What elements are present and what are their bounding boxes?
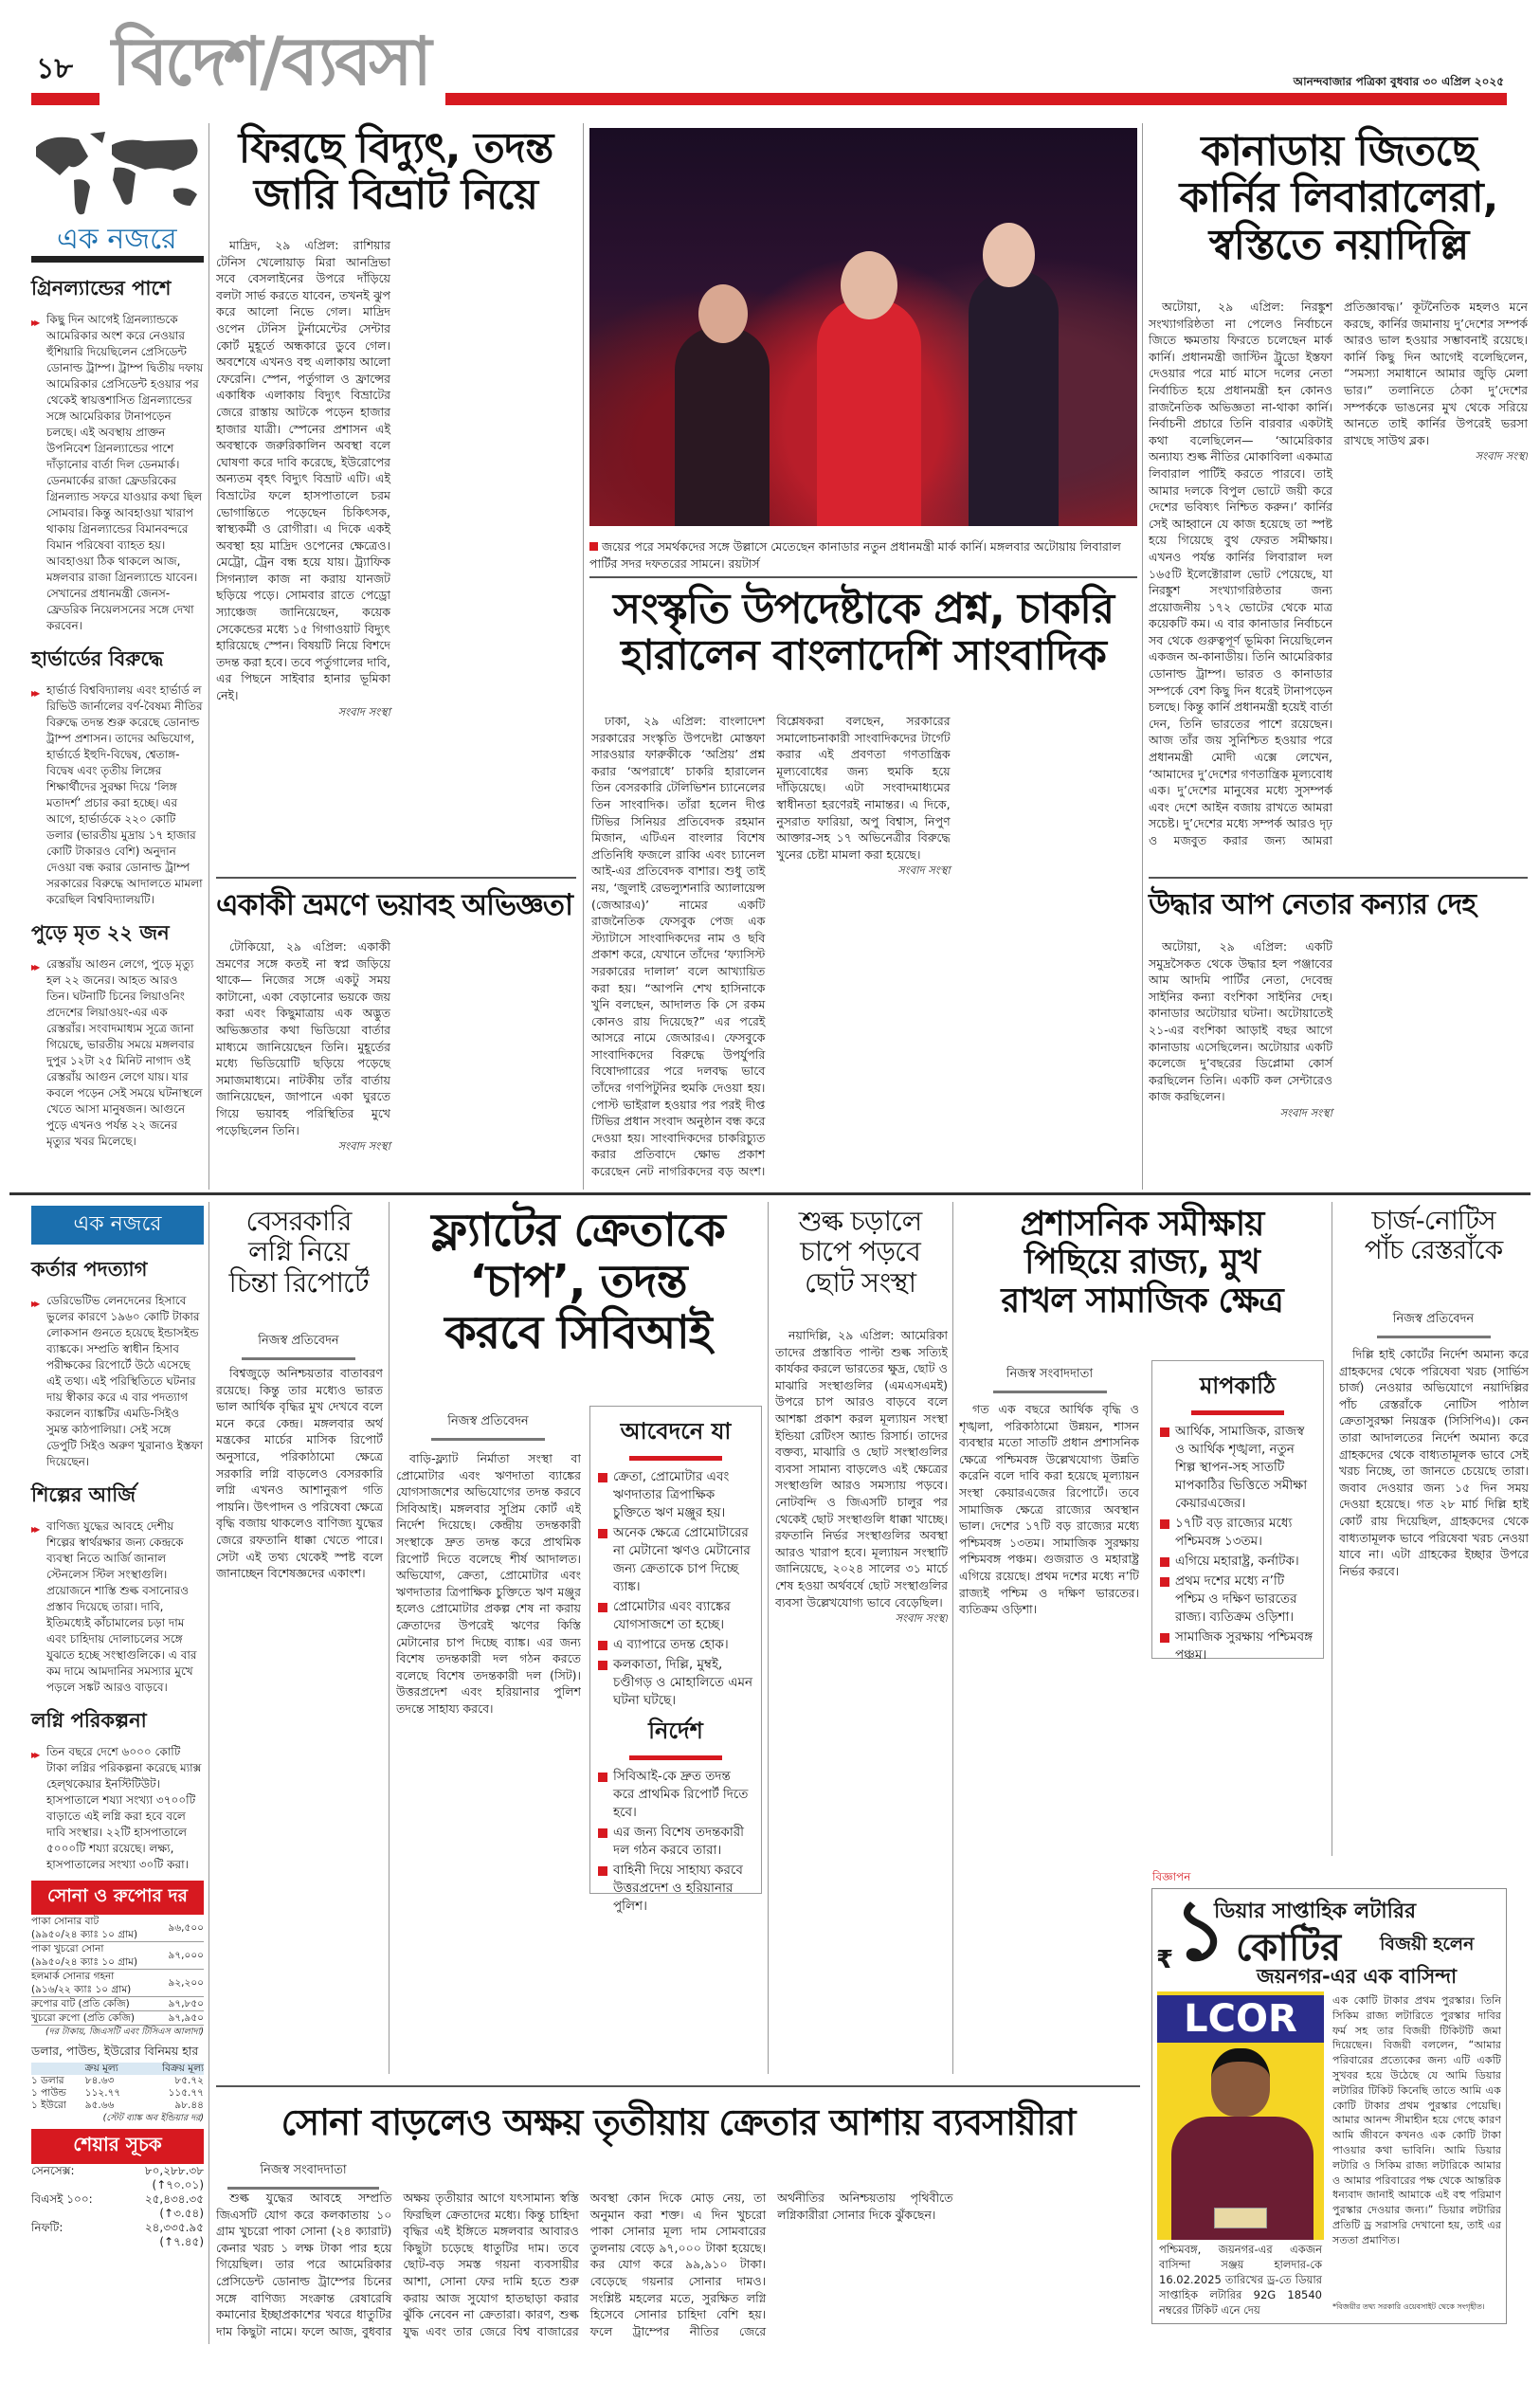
index-row	[31, 2221, 204, 2235]
price: ৯৭,০০০	[168, 1950, 204, 1961]
box-title: মাপকাঠি	[1199, 1373, 1277, 1399]
byline: নিজস্ব সংবাদদাতা	[227, 2161, 379, 2190]
credit: সংবাদ সংস্থা	[1279, 1105, 1332, 1119]
list-item: এর জন্য বিশেষ তদন্তকারী দল গঠন করবে তারা।	[598, 1824, 753, 1860]
ad-line2: কোটির	[1236, 1926, 1342, 1970]
charge-headline	[1336, 1206, 1531, 1265]
index-name: সেনসেক্স:	[31, 2164, 75, 2177]
aap-body	[1149, 938, 1528, 1185]
sell: ৯৮.৪৪	[174, 2100, 204, 2111]
spain-body	[216, 237, 576, 863]
table-row	[31, 1915, 204, 1942]
article-text: বিশ্বজুড়ে অনিশ্চয়তার বাতাবরণ রয়েছে। কিন্তু তার মধ্যেও ভারত ভাল আর্থিক বৃদ্ধির মুখ দেখবে বলে মনে করে কেন্দ্র। মঙ্গলবার অর্থ মন্ত্রকের মার্চের মাসিক রিপোর্ট অনুসারে, পরিকাঠামো ক্ষেত্রে সরকারি লগ্নি বাড়লেও বেসরকারি লগ্নি এখনও আশানুরূপ গতি পায়নি। উৎপাদন ও পরিষেবা ক্ষেত্রে বৃদ্ধি বজায় থাকলেও বাণিজ্য যুদ্ধের জেরে রফতানি ধাক্কা খেতে পারে। সেটা এই তথ্য থেকেই স্পষ্ট বলে জানাচ্ছেন বিশেষজ্ঞদের একাংশ।	[216, 1366, 383, 1581]
list-item: এগিয়ে মহারাষ্ট্র, কর্নাটক।	[1160, 1553, 1315, 1571]
box-title: আবেদনে যা	[620, 1418, 732, 1445]
table-header	[31, 2063, 204, 2075]
headline-line: ছোট সংস্থা	[804, 1265, 915, 1299]
date: বুধবার ৩০ এপ্রিল ২০২৫	[1390, 75, 1504, 88]
headline-line: প্রশাসনিক সমীক্ষায়	[1020, 1205, 1264, 1244]
charge-byline	[1336, 1310, 1531, 1338]
headline-line: কার্নির লিবারালেরা,	[1179, 173, 1498, 223]
price: ৯৬,৫০০	[168, 1922, 204, 1934]
brief-harvard	[31, 644, 204, 908]
brief-investment	[31, 1705, 204, 1873]
index-value: ২৪,৩৩৫.৯৫	[144, 2221, 204, 2234]
box-underline	[1191, 1410, 1284, 1415]
brief-industry	[31, 1480, 204, 1696]
item: খুচরো রুপো (প্রতি কেজি)	[31, 2012, 135, 2024]
gold-note: (দর টাকায়, জিএসটি এবং টিসিএস আলাদা)	[45, 2027, 204, 2037]
credit: সংবাদ সংস্থা	[337, 1139, 390, 1154]
buy: ৯৫.৬৬	[84, 2100, 115, 2111]
bangladesh-body	[591, 713, 1135, 1187]
list-item: ক্রেতা, প্রোমোটার এবং ঋণদাতার ত্রিপাক্ষিক চুক্তিতে ঋণ মঞ্জুর হয়।	[598, 1468, 753, 1522]
solo-headline: একাকী ভ্রমণে ভয়াবহ অভিজ্ঞতা	[216, 888, 573, 922]
table-row	[31, 2100, 204, 2112]
article-text: দিল্লি হাই কোর্টের নির্দেশ অমান্য করে গ্রাহকদের থেকে পরিষেবা খরচ (সার্ভিস চার্জ) নেওয়ার অভিযোগে নয়াদিল্লির পাঁচ রেস্তরাঁকে নোটিস পাঠাল ক্রেতাসুরক্ষা নিয়ন্ত্রক (সিসিপিএ)। কেন তারা আদালতের নির্দেশ অমান্য করে গ্রাহকদের থেকে বাধ্যতামূলক ভাবে সেই খরচ নিচ্ছে, তা জানতে চেয়েছে তারা। জবাব দেওয়ার জন্য ১৫ দিন সময় দেওয়া হয়েছে। গত ২৮ মার্চ দিল্লি হাই কোর্ট রায় দিয়েছিল, গ্রাহকদের থেকে বাধ্যতামূলক ভাবে পরিষেবা খরচ নেওয়া যাবে না। এটা গ্রাহকের ইচ্ছার উপরে নির্ভর করবে।	[1339, 1347, 1529, 1578]
index-name: বিএসই ১০০:	[31, 2192, 93, 2206]
flat-body	[396, 1450, 581, 2076]
brief-title: হার্ভার্ডের বিরুদ্ধে	[31, 647, 164, 670]
header-bar-right	[445, 93, 1507, 105]
article-text: টোকিয়ো, ২৯ এপ্রিল: একাকী ভ্রমণের সঙ্গে কতই না স্বপ্ন জড়িয়ে থাকে— নিজের সঙ্গে একটু সময় কাটানো, একা বেড়ানোর ভয়কে জয় করা এবং কিছুমাত্রায় এক অদ্ভুত অভিজ্ঞতার কথা ভিডিয়ো বার্তার মাধ্যমে জানিয়েছেন তিনি। মুহূর্তের মধ্যে ভিডিয়োটি ছড়িয়ে পড়েছে সমাজমাধ্যমে। নাটকীয় তাঁর বার্তায় জানিয়েছেন, জাপানে একা ঘুরতে গিয়ে ভয়াবহ পরিস্থিতির মুখে পড়েছিলেন তিনি।	[216, 939, 390, 1137]
index-value: ৮০,২৮৮.৩৮	[144, 2164, 204, 2177]
private-invest-headline	[213, 1206, 384, 1298]
divider	[216, 2085, 1140, 2087]
price: ৯৭,৯৫০	[168, 2012, 204, 2024]
tariff-headline	[772, 1206, 948, 1298]
photo-caption	[589, 538, 1137, 573]
sell: ৮৫.৭২	[174, 2075, 204, 2086]
ek-nazare-label: এক নজরে	[57, 223, 177, 256]
rupee-icon: ₹	[1156, 1946, 1174, 1974]
ad-footnote: *বিজয়ীর তথ্য সরকারি ওয়েবসাইট থেকে সংগৃহীত।	[1332, 2302, 1485, 2311]
winner-head	[1211, 2048, 1270, 2117]
list-item: অনেক ক্ষেত্রে প্রোমোটারের না মেটানো ঋণও মেটানোর জন্য ক্রেতাকে চাপ দিচ্ছে ব্যাঙ্ক।	[598, 1524, 753, 1596]
divider	[216, 877, 576, 879]
article-text: নয়াদিল্লি, ২৯ এপ্রিল: আমেরিকা তাদের প্রস্তাবিত পাল্টা শুল্ক সত্যিই কার্যকর করলে ভারতের ক্ষুদ্র, ছোট ও মাঝারি সংস্থাগুলির (এমএসএমই) উপরে চাপ আরও বাড়বে বলে আশঙ্কা প্রকাশ করল মূল্যায়ন সংস্থা ইন্ডিয়া রেটিংস অ্যান্ড রিসার্চ। তাদের বক্তব্য, মাঝারি ও ছোট সংস্থাগুলির ব্যবসা সামান্য বাড়লেও এই ক্ষেত্রের সংস্থাগুলি আরও সমস্যায় পড়বে। নোটবন্দি ও জিএসটি চালুর পর থেকেই ছোট সংস্থাগুলি ধাক্কা খাচ্ছে। রফতানি নির্ভর সংস্থাগুলির অবস্থা আরও খারাপ হবে। মূল্যায়ন সংস্থাটি জানিয়েছে, ২০২৪ সালের ৩১ মার্চে শেষ হওয়া অর্থবর্ষে ছোট সংস্থাগুলির ব্যবসা উল্লেখযোগ্য ভাবে বেড়েছিল।	[775, 1328, 948, 1609]
aap-headline: উদ্ধার আপ নেতার কন্যার দেহ	[1149, 888, 1476, 921]
ad-line3: বিজয়ী হলেন	[1380, 1934, 1475, 1955]
bottom-left-column	[31, 1206, 204, 2249]
list-item: আর্থিক, সামাজিক, রাজস্ব ও আর্থিক শৃঙ্খলা, নতুন শিল্প স্থাপন-সহ সাতটি মাপকাঠির ভিত্তিতে সমীক্ষা কেয়ারএজের।	[1160, 1423, 1315, 1513]
credit: সংবাদ সংস্থা	[1475, 449, 1528, 464]
headline-line: রাখল সামাজিক ক্ষেত্র	[1001, 1281, 1283, 1320]
person-silhouette	[817, 299, 921, 526]
masthead: আনন্দবাজার পত্রিকা	[1293, 75, 1386, 88]
col-header: বিক্রয় মূল্য	[162, 2063, 204, 2074]
change-value: ৭.৪৫	[173, 2235, 200, 2248]
item: পাকা খুচরো সোনা	[31, 1943, 104, 1955]
credit: সংবাদ সংস্থা	[337, 704, 390, 718]
divider	[31, 256, 204, 263]
index-row	[31, 2164, 204, 2178]
buy: ৮৪.৬৩	[84, 2075, 115, 2086]
spain-headline	[213, 125, 578, 219]
yardstick-box	[1151, 1360, 1324, 1663]
up-arrow-icon: ↑	[164, 2235, 174, 2248]
lottery-ad	[1151, 1882, 1507, 2324]
table-row	[31, 1997, 204, 2011]
caption-text: জয়ের পরে সমর্থকদের সঙ্গে উল্লাসে মেতেছেন কানাডার নতুন প্রধানমন্ত্রী মার্ক কার্নি। মঙ্গলবার অটোয়ায় লিবারাল পার্টির সদর দফতরের সামনে। রয়টার্স	[589, 539, 1121, 571]
ad-label: বিজ্ঞাপন	[1152, 1869, 1190, 1889]
column-rule	[208, 123, 209, 1190]
brief-resignation	[31, 1254, 204, 1470]
brief-title: শিল্পের আর্জি	[31, 1483, 136, 1506]
headline-line: সংস্কৃতি উপদেষ্টাকে প্রশ্ন, চাকরি	[612, 585, 1114, 633]
winner-caption: পশ্চিমবঙ্গ, জয়নগর-এর একজন বাসিন্দা সঞ্জয় হালদার-কে 16.02.2025 তারিখের ড্র-তে ডিয়ার সাপ্তাহিক লটারির 92G 18540 নম্বরের টিকিট এনে দেয়	[1159, 2243, 1322, 2317]
tariff-body	[775, 1327, 948, 2076]
list-item: সামাজিক সুরক্ষায় পশ্চিমবঙ্গ পঞ্চম।	[1160, 1628, 1315, 1664]
index-value: ২৫,৪৩৪.৩৫	[144, 2192, 204, 2206]
gold-rate-table	[31, 1915, 204, 2026]
carney-celebration-photo	[589, 128, 1137, 526]
article-text: ঢাকা, ২৯ এপ্রিল: বাংলাদেশ সরকারের সংস্কৃতি উপদেষ্টা মোস্তফা সারওয়ার ফারুকীকে ‘অপ্রিয়’ প্রশ্ন করার ‘অপরাধে’ চাকরি হারালেন তিন বেসরকারি টেলিভিশন চ্যানেলের তিন সাংবাদিক। তাঁরা হলেন দীপ্ত টিভির সিনিয়র প্রতিবেদক রহমান মিজান, এটিএন বাংলার বিশেষ প্রতিনিধি ফজলে রাব্বি এবং চ্যানেল আই-এর প্রতিবেদক বাশার। শুধু তাই নয়, ‘জুলাই রেভল্যুশনারি অ্যালায়েন্স (জেআরএ)’ নামের একটি রাজনৈতিক ফেসবুক পেজ এক স্ট্যাটাসে সাংবাদিকদের নাম ও ছবি প্রকাশ করে, যেখানে তাঁদের ‘ফ্যাসিস্ট সরকারের দালাল’ বলে আখ্যায়িত করা হয়। “আপনি শেখ হাসিনাকে খুনি বলছেন, আদালত কি সে রকম কোনও রায় দিয়েছে?” এর পরেই আসরে নামে জেআরএ। ফেসবুকে সাংবাদিকদের বিরুদ্ধে উপর্যুপরি বিষোদ্গারের পরে দলবদ্ধ ভাবে তাঁদের গণপিটুনির হুমকি দেওয়া হয়। পোস্ট ভাইরাল হওয়ার পর পরই দীপ্ত টিভির প্রধান সংবাদ অনুষ্ঠান বন্ধ করে দেওয়া হয়। সাংবাদিকদের চাকরিচ্যুত করার প্রতিবাদে ক্ষোভ প্রকাশ করেছেন নেট নাগরিকদের বড় অংশ। বিশ্লেষকরা বলছেন, সরকারের সমালোচনাকারী সাংবাদিকদের টার্গেট করার এই প্রবণতা গণতান্ত্রিক মূল্যবোধের জন্য হুমকি হয়ে দাঁড়িয়েছে। এটা সংবাদমাধ্যমের স্বাধীনতা হরণেরই নামান্তর। এ দিকে, নুসরাত ফারিয়া, অপু বিশ্বাস, নিপুণ আক্তার-সহ ১৭ অভিনেত্রীর বিরুদ্ধে খুনের চেষ্টা মামলা করা হয়েছে।	[591, 714, 951, 1179]
list-item: প্রথম দশের মধ্যে ন’টি পশ্চিম ও দক্ষিণ ভারতের রাজ্য। ব্যতিক্রম ওড়িশা।	[1160, 1573, 1315, 1627]
admin-body	[959, 1401, 1139, 2074]
brief-title: পুড়ে মৃত ২২ জন	[31, 921, 170, 944]
article-text: শুল্ক যুদ্ধের আবহে সম্প্রতি জিএসটি যোগ করে কলকাতায় ১০ গ্রাম খুচরো পাকা সোনা (২৪ ক্যারাট) কেনার খরচ ১ লক্ষ টাকা পার হয়ে গিয়েছিল। তার পরে আমেরিকার প্রেসিডেন্ট ডোনাল্ড ট্রাম্পের চিনের সঙ্গে বাণিজ্য সংক্রান্ত রেষারেষি কমানোর ইচ্ছাপ্রকাশের খবরে ধাতুটির দাম কিছুটা নামে। ফলে আজ, বুধবার অক্ষয় তৃতীয়ার আগে যৎসামান্য স্বস্তি ফিরছিল ক্রেতাদের মধ্যে। কিন্তু চাহিদা বৃদ্ধির এই ইঙ্গিতে মঙ্গলবার আবারও কিছুটা চড়েছে ধাতুটির দাম। তবে ছোট-বড় সমস্ত গয়না ব্যবসায়ীর আশা, সোনা ফের দামি হতে শুরু করায় আজ সুযোগ হাতছাড়া করার ঝুঁকি নেবেন না ক্রেতারা। কারণ, শুল্ক যুদ্ধ এবং তার জেরে বিশ্ব বাজারের অবস্থা কোন দিকে মোড় নেয়, তা অনুমান করা শক্ত। এ দিন খুচরো পাকা সোনার মূল্য দাম সোমবারের তুলনায় বেড়ে ৯৭,০০০ টাকা হয়েছে। কর যোগ করে ৯৯,৯১০ টাকা। বেড়েছে গয়নার সোনার দামও। সংশ্লিষ্ট মহলের মতে, সুরক্ষিত লগ্নি হিসেবে সোনার চাহিদা বেশি হয়। ফলে ট্রাম্পের নীতির জেরে অর্থনীতির অনিশ্চয়তায় পৃথিবীতে লগ্নিকারীরা সোনার দিকে ঝুঁকছেন।	[216, 2191, 953, 2338]
table-row	[31, 1970, 204, 1997]
price: ৯২,২০০	[168, 1977, 204, 1989]
headline-line: লগ্নি নিয়ে	[248, 1235, 349, 1268]
share-index-banner: শেয়ার সূচক	[31, 2129, 204, 2164]
dateline	[1294, 74, 1504, 93]
brief-title: কর্তার পদত্যাগ	[31, 1258, 148, 1281]
charge-body	[1339, 1346, 1529, 1848]
section-title: বিদেশ/ব্যবসা	[112, 23, 429, 100]
column-rule	[583, 123, 584, 1190]
column-rule	[1142, 123, 1143, 1190]
headline-line: করবে সিবিআই	[444, 1305, 712, 1359]
article-text: অটোয়া, ২৯ এপ্রিল: একটি সমুদ্রসৈকত থেকে উদ্ধার হল পঞ্জাবের আম আদমি পার্টির নেতা, দেবেন্দ্র সাইনির কন্যা বংশিকা সাইনির দেহ। কানাডার অটোয়ার ঘটনা। অটোয়াতেই ২১-এর বংশিকা আড়াই বছর আগে কানাডায় এসেছিলেন। অটোয়ার একটি কলেজে দু’বছরের ডিপ্লোমা কোর্স করছিলেন তিনি। একটি কল সেন্টারেও কাজ করছিলেন।	[1149, 939, 1332, 1104]
table-row	[31, 2011, 204, 2026]
brief-text: ▶▶ রেস্তরাঁয় আগুন লেগে, পুড়ে মৃত্যু হল ২২ জনের। আহত আরও তিন। ঘটনাটি চিনের লিয়াওনিং প্রদেশের লিয়াওয়ং-এর এক রেস্তরাঁর। সংবাদমাধ্যম সূত্রে জানা গিয়েছে, ভারতীয় সময়ে মঙ্গলবার দুপুর ১২টা ২৫ মিনিট নাগাদ ওই রেস্তরাঁয় আগুন লেগে যায়। যার কবলে পড়েন সেই সময়ে ঘটনাস্থলে খেতে আসা মানুষজন। আগুনে পুড়ে এখনও পর্যন্ত ২২ জনের মৃত্যুর খবর মিলেছে।	[31, 956, 204, 1150]
up-arrow-icon: ↑	[156, 2178, 167, 2191]
item: হলমার্ক সোনার গহনা	[31, 1971, 115, 1982]
forex-table	[31, 2063, 204, 2112]
change-value: ৭০.০১	[166, 2178, 200, 2191]
currency: ১ ইউরো	[31, 2100, 66, 2111]
world-map-icon	[31, 128, 207, 223]
header-bar-left	[31, 93, 100, 105]
admin-byline	[957, 1365, 1142, 1393]
page-number: ১৮	[36, 52, 73, 85]
credit: সংবাদ সংস্থা	[897, 864, 951, 878]
headline-line: পিছিয়ে রাজ্য, মুখ	[1024, 1243, 1259, 1282]
person-silhouette	[969, 270, 1059, 526]
index-name: নিফটি:	[31, 2221, 63, 2234]
table-row	[31, 1942, 204, 1970]
solo-body	[216, 938, 576, 1185]
headline-line: চার্জ-নোটিস	[1371, 1205, 1495, 1236]
headline-line: ‘চাপ’, তদন্ত	[469, 1254, 687, 1308]
article-text: গত এক বছরে আর্থিক বৃদ্ধি ও শৃঙ্খলা, পরিকাঠামো উন্নয়ন, শাসন ব্যবস্থার মতো সাতটি প্রধান প্রশাসনিক ক্ষেত্রে পশ্চিমবঙ্গ উল্লেখযোগ্য উন্নতি করেনি বলে দাবি করা হয়েছে মূল্যায়ন সংস্থা কেয়ারএজের রিপোর্টে। তবে সামাজিক ক্ষেত্রে রাজ্যের অবস্থান ভাল। দেশের ১৭টি বড় রাজ্যের মধ্যে পশ্চিমবঙ্গ ১৩তম। সামাজিক সুরক্ষায় পশ্চিমবঙ্গ পঞ্চম। গুজরাত ও মহারাষ্ট্র এগিয়ে রয়েছে। প্রথম দশের মধ্যে ন’টি রাজ্যই পশ্চিম ও দক্ষিণ ভারতের। ব্যতিক্রম ওড়িশা।	[959, 1402, 1139, 1617]
column-rule	[768, 1202, 769, 2074]
byline: নিজস্ব প্রতিবেদন	[1377, 1310, 1491, 1338]
brief-title: গ্রিনল্যান্ডের পাশে	[31, 277, 172, 300]
credit: সংবাদ সংস্থা	[895, 1611, 948, 1626]
gold-story-headline: সোনা বাড়লেও অক্ষয় তৃতীয়ায় ক্রেতার আশায় ব্যবসায়ীরা	[281, 2101, 1076, 2143]
column-rule	[208, 1202, 209, 2344]
person-silhouette	[675, 327, 770, 526]
private-invest-byline	[213, 1332, 384, 1360]
article-text: মাদ্রিদ, ২৯ এপ্রিল: রাশিয়ার টেনিস খেলোয়াড় মিরা আনদ্রিভা সবে বেসলাইনের উপরে দাঁড়িয়ে বলটা সার্ভ করতে যাবেন, তখনই ঝুপ করে আলো নিভে গেল। মাদ্রিদ ওপেন টেনিস টুর্নামেন্টের সেন্টার কোর্ট মুহূর্তে অন্ধকারে ডুবে গেল। অবশেষে এখনও বহু এলাকায় আলো ফেরেনি। স্পেন, পর্তুগাল ও ফ্রান্সের একাধিক এলাকায় বিদ্যুৎ বিভ্রাটের জেরে রাস্তায় আটকে পড়েন হাজার হাজার যাত্রী। স্পেনের প্রশাসন এই অবস্থাকে জরুরিকালিন অবস্থা বলে ঘোষণা করে দাবি করেছে, ইউরোপের অন্যতম বৃহৎ বিদ্যুৎ বিভ্রাট এটি। এই বিভ্রাটের ফলে হাসপাতালে চরম ভোগান্তিতে পড়েছেন চিকিৎসক, স্বাস্থ্যকর্মী ও রোগীরা। এ দিকে একই অবস্থা হয় মাদ্রিদ ওপেনের ক্ষেত্রেও। মেট্রো, ট্রেন বন্ধ হয়ে যায়। ট্র্যাফিক সিগন্যাল কাজ না করায় যানজট ছড়িয়ে পড়ে। সোমবার রাতে পেড্রো স্যাঞ্চেজ জানিয়েছেন, কয়েক সেকেন্ডের মধ্যে ১৫ গিগাওয়াট বিদ্যুৎ হারিয়েছে স্পেন। বিষয়টি নিয়ে বিশদে তদন্ত করা হবে। তবে পর্তুগালের দাবি, এর পিছনে সাইবার হানার ভূমিকা নেই।	[216, 238, 390, 703]
price: ৯৭,৮৫০	[168, 1998, 204, 2009]
column-rule	[952, 1202, 953, 2074]
photo-banner-text: LCOR	[1157, 1995, 1324, 2043]
brief-text: ▶▶ তিন বছরে দেশে ৬০০০ কোটি টাকা লগ্নির পরিকল্পনা করেছে ম্যাক্স হেল্‌থকেয়ার ইনস্টিটিউট। হাসপাতালে শয্যা সংখ্যা ৩৭০০টি বাড়াতে এই লগ্নি করা হবে বলে দাবি সংস্থার। ২২টি হাসপাতালে ৫০০০টি শয্যা রয়েছে। লক্ষ্য, হাসপাতালের সংখ্যা ৩০টি করা।	[31, 1744, 204, 1873]
gold-story-byline	[227, 2161, 379, 2190]
private-invest-body	[216, 1365, 383, 2076]
headline-line: স্বস্তিতে নয়াদিল্লি	[1208, 220, 1469, 269]
headline-line: চিন্তা রিপোর্টে	[228, 1265, 369, 1299]
headline-line: শুল্ক চড়ালে	[798, 1205, 922, 1237]
headline-line: হারালেন বাংলাদেশি সাংবাদিক	[621, 631, 1106, 681]
box-underline	[629, 1755, 722, 1760]
list-item: প্রোমোটার এবং ব্যাঙ্কের যোগসাজশে তা হচ্ছে।	[598, 1598, 753, 1634]
brief-text: ▶▶ বাণিজ্য যুদ্ধের আবহে দেশীয় শিল্পের স্বার্থরক্ষার জন্য কেন্দ্রকে ব্যবস্থা নিতে আর্জি জানাল স্টেনলেস স্টিল সংস্থাগুলি। প্রয়োজনে শাস্তি শুল্ক বসানোরও প্রস্তাব দিয়েছে তারা। দাবি, ইতিমধ্যেই কাঁচামালের চড়া দাম এবং চাহিদায় দোলাচলের সঙ্গে যুঝতে হচ্ছে সংস্থাগুলিকে। এ বার কম দামে আমদানির সমস্যার মুখে পড়লে সঙ্কট আরও বাড়বে।	[31, 1518, 204, 1696]
spec: (৯৯৫০/২৪ ক্যাঃ ১০ গ্রাম)	[31, 1956, 138, 1968]
winner-photo	[1157, 1991, 1324, 2240]
article-text: বাড়ি-ফ্ল্যাট নির্মাতা সংস্থা বা প্রোমোটার এবং ঋণদাতা ব্যাঙ্কের যোগসাজশের অভিযোগের তদন্ত করবে সিবিআই। মঙ্গলবার সুপ্রিম কোর্ট এই নির্দেশ দিয়েছে। কেন্দ্রীয় তদন্তকারী সংস্থাকে দ্রুত তদন্ত করে প্রাথমিক রিপোর্ট দিতে বলেছে শীর্ষ আদালত। অভিযোগ, ক্রেতা, প্রোমোটার এবং ঋণদাতার ত্রিপাক্ষিক চুক্তিতে ঋণ মঞ্জুর হলেও প্রোমোটার প্রকল্প শেষ না করায় ক্রেতাদের উপরেই ঋণের কিস্তি মেটানোর চাপ দিচ্ছে ব্যাঙ্ক। এর জন্য বিশেষ তদন্তকারী দল গঠন করতে বলেছে বিশেষ তদন্তকারী দল (সিট)। উত্তরপ্রদেশ এবং হরিয়ানার পুলিশ তদন্তে সাহায্য করবে।	[396, 1451, 581, 1716]
byline: নিজস্ব প্রতিবেদন	[242, 1332, 355, 1360]
buy: ১১২.৭৭	[84, 2087, 121, 2099]
currency: ১ পাউন্ড	[31, 2087, 66, 2099]
flat-demands-box	[589, 1406, 762, 1914]
table-row	[31, 2087, 204, 2100]
column-rule	[389, 1202, 390, 2074]
ad-body: এক কোটি টাকার প্রথম পুরস্কার। তিনি সিকিম রাজ্য লটারিতে পুরস্কার দাবির ফর্ম সহ তার বিজয়ী টিকিটটি জমা দিয়েছেন। বিজয়ী বললেন, “আমার পরিবারের প্রত্যেকের জন্য এটি একটি সুখবর হয়ে উঠেছে যে আমি ডিয়ার লটারির টিকিট কিনেছি তাতে আমি এক কোটি টাকার প্রথম পুরস্কার পেয়েছি। আমার আনন্দ সীমাহীন হয়ে গেছে কারণ আমি জীবনে কখনও এক কোটি টাকা পাওয়ার কথা ভাবিনি। আমি ডিয়ার লটারি ও সিকিম রাজ্য লটারিকে আমার ও আমার পরিবারের পক্ষ থেকে আন্তরিক ধন্যবাদ জানাই আমাকে এই বহু পরিমাণ পুরস্কার দেওয়ার জন্য।” ডিয়ার লটারির প্রতিটি ড্র সরাসরি দেখানো হয়, তাই এর সততা প্রমাণিত।	[1332, 1994, 1501, 2246]
list-item: সিবিআই-কে দ্রুত তদন্ত করে প্রাথমিক রিপোর্ট দিতে হবে।	[598, 1768, 753, 1822]
gold-story-body	[216, 2190, 1140, 2341]
admin-headline	[957, 1206, 1327, 1320]
section-divider	[9, 1192, 1531, 1195]
byline: নিজস্ব প্রতিবেদন	[431, 1412, 545, 1441]
table-row	[31, 2075, 204, 2087]
ad-line1: ডিয়ার সাপ্তাহিক লটারির	[1214, 1900, 1417, 1923]
canada-body	[1149, 299, 1528, 863]
top-briefs	[31, 264, 204, 1150]
yardstick-list	[1160, 1423, 1315, 1664]
headline-line: ফ্ল্যাটের ক্রেতাকে	[431, 1204, 725, 1257]
brief-title: লগ্নি পরিকল্পনা	[31, 1709, 147, 1732]
lottery-ticket	[1214, 2208, 1267, 2228]
brief-text: ▶▶ হার্ভার্ড বিশ্ববিদ্যালয় এবং হার্ভার্ড ল রিভিউ জার্নালের বর্ণ-বৈষম্য নীতির বিরুদ্ধে তদন্ত শুরু করেছে ডোনাল্ড ট্রাম্প প্রশাসন। তাদের অভিযোগ, হার্ভার্ডে ইহুদি-বিদ্বেষ, শ্বেতাঙ্গ-বিদ্বেষ এবং তৃতীয় লিঙ্গের শিক্ষার্থীদের সুরক্ষা দিয়ে ‘লিঙ্গ মতাদর্শ’ প্রচার করা হচ্ছে। এর আগে, হার্ভার্ডকে ২২০ কোটি ডলার (ভারতীয় মুদ্রায় ১৭ হাজার কোটি টাকারও বেশি) অনুদান দেওয়া বন্ধ করার ডোনাল্ড ট্রাম্প সরকারের বিরুদ্ধে আদালতে মামলা করেছিল বিশ্ববিদ্যালয়টি।	[31, 682, 204, 908]
list-item: বাহিনী দিয়ে সাহায্য করবে উত্তরপ্রদেশ ও হরিয়ানার পুলিশ।	[598, 1862, 753, 1916]
forex-note: (স্টেট ব্যাঙ্ক অব ইন্ডিয়ার দর)	[102, 2113, 204, 2123]
demands-list	[598, 1468, 753, 1710]
headline-line: পাঁচ রেস্তরাঁকে	[1364, 1234, 1503, 1266]
list-item: ১৭টি বড় রাজ্যের মধ্যে পশ্চিমবঙ্গ ১৩তম।	[1160, 1515, 1315, 1551]
box-title: নির্দেশ	[648, 1718, 703, 1744]
up-arrow-icon: ↑	[164, 2207, 174, 2220]
person-head	[698, 284, 748, 343]
big-number: ১	[1173, 1882, 1228, 1979]
ad-line4: জয়নগর-এর এক বাসিন্দা	[1257, 1965, 1458, 1988]
item: পাকা সোনার বাট	[31, 1916, 100, 1927]
headline-line: বেসরকারি	[245, 1205, 352, 1237]
flat-headline	[393, 1206, 763, 1358]
person-head	[983, 223, 1035, 287]
canada-headline	[1147, 128, 1531, 268]
change-value: ৩.৫৪	[173, 2207, 200, 2220]
index-row	[31, 2192, 204, 2207]
brief-fire	[31, 918, 204, 1150]
flat-byline	[393, 1412, 583, 1441]
spec: (৯৯৫০/২৪ ক্যাঃ ১০ গ্রাম)	[31, 1929, 138, 1940]
ek-nazare-banner: এক নজরে	[31, 1206, 204, 1245]
divider	[589, 576, 1137, 578]
index-change: (↑৭০.০১)	[152, 2178, 204, 2191]
spec: (৯১৬/২২ ক্যাঃ ১০ গ্রাম)	[31, 1984, 132, 1995]
caption-marker	[589, 542, 598, 551]
list-item: কলকাতা, দিল্লি, মুম্বই, চণ্ডীগড় ও মোহালিতে এমন ঘটনা ঘটছে।	[598, 1656, 753, 1710]
box-underline	[629, 1456, 722, 1461]
headline-line: কানাডায় জিতছে	[1201, 127, 1477, 175]
list-item: এ ব্যাপারে তদন্ত হোক।	[598, 1636, 753, 1654]
brief-text: ▶▶ কিছু দিন আগেই গ্রিনল্যান্ডকে আমেরিকার অংশ করে নেওয়ার হুঁশিয়ারি দিয়েছিলেন প্রেসিডেন্ট ডোনাল্ড ট্রাম্প। ট্রাম্প দ্বিতীয় দফায় আমেরিকার প্রেসিডেন্ট হওয়ার পর থেকেই স্বায়ত্তশাসিত গ্রিনল্যান্ডের সঙ্গে আমেরিকার টানাপড়েন চলছে। এই অবস্থায় প্রাক্তন উপনিবেশ গ্রিনল্যান্ডের পাশে দাঁড়ানোর বার্তা দিল ডেনমার্ক। ডেনমার্কের রাজা ফ্রেডরিকের গ্রিনল্যান্ড সফরে যাওয়ার কথা ছিল সোমবার। কিন্তু আবহাওয়া খারাপ থাকায় গ্রিনল্যান্ডের বিমানবন্দরে বিমান পরিষেবা ব্যাহত হয়। আবহাওয়া ঠিক থাকলে আজ, মঙ্গলবার রাজা গ্রিনল্যান্ডে যাবেন। সেখানের প্রধানমন্ত্রী জেনস-ফ্রেডরিক নিয়েলসনের সঙ্গে দেখা করবেন।	[31, 312, 204, 634]
forex-title: ডলার, পাউন্ড, ইউরোর বিনিময় হার	[31, 2044, 199, 2058]
index-change: (↑৩.৫৪)	[159, 2207, 204, 2220]
sell: ১১৫.৭৭	[168, 2087, 204, 2099]
share-index-list	[31, 2164, 204, 2249]
byline: নিজস্ব সংবাদদাতা	[993, 1365, 1107, 1393]
currency: ১ ডলার	[31, 2075, 64, 2086]
person-head	[841, 251, 897, 319]
col-header: ক্রয় মূল্য	[84, 2063, 118, 2074]
headline-line: ফিরছে বিদ্যুৎ, তদন্ত	[238, 124, 553, 173]
divider	[1149, 877, 1528, 879]
headline-line: চাপে পড়বে	[800, 1235, 920, 1268]
headline-line: জারি বিভ্রাট নিয়ে	[253, 171, 538, 220]
brief-greenland	[31, 273, 204, 634]
directives-list	[598, 1768, 753, 1916]
bangladesh-headline	[589, 586, 1137, 680]
item: রুপোর বাট (প্রতি কেজি)	[31, 1998, 130, 2009]
brief-text: ▶▶ ডেরিভেটিভ লেনদেনের হিসাবে ভুলের কারণে ১৯৬০ কোটি টাকার লোকসান গুনতে হয়েছে ইন্ডাসইন্ড ব্যাঙ্ককে। সম্প্রতি স্বাধীন হিসাব পরীক্ষকের রিপোর্টে উঠে এসেছে এই তথ্য। এই পরিস্থিতিতে ঘটনার দায় স্বীকার করে এ বার পদত্যাগ করলেন ব্যাঙ্কটির এমডি-সিইও সুমন্ত কাঠপালিয়া। সেই সঙ্গে ডেপুটি সিইও অরুণ খুরানাও ইস্তফা দিয়েছেন।	[31, 1293, 204, 1470]
article-text: অটোয়া, ২৯ এপ্রিল: নিরঙ্কুশ সংখ্যাগরিষ্ঠতা না পেলেও নির্বাচনে জিতে ক্ষমতায় ফিরতে চলেছেন মার্ক কার্নি। প্রধানমন্ত্রী জাস্টিন ট্রুডো ইস্তফা দেওয়ার পরে মার্চ মাসে দলের নেতা নির্বাচিত হয়ে প্রধানমন্ত্রী হন কোনও রাজনৈতিক অভিজ্ঞতা না-থাকা কার্নি। নির্বাচনী প্রচারে তিনি বারবার একটাই কথা বলেছিলেন— ‘আমেরিকার অন্যায্য শুল্ক নীতির মোকাবিলা একমাত্র লিবারাল পার্টিই করতে পারবে। তাই আমার দলকে বিপুল ভোটে জয়ী করে দেশের ভবিষ্যৎ নিশ্চিত করুন।’ কার্নির সেই আহ্বানে যে কাজ হয়েছে তা স্পষ্ট হয়ে গিয়েছে বুথ ফেরত সমীক্ষায়। এখনও পর্যন্ত কার্নির লিবারাল দল ১৬৫টি ইলেক্টোরাল ভোট পেয়েছে, যা নিরঙ্কুশ সংখ্যাগরিষ্ঠতার জন্য প্রয়োজনীয় ১৭২ ভোটের থেকে মাত্র কয়েকটি কম। এ বার কানাডার নির্বাচনে সব থেকে গুরুত্বপূর্ণ ভূমিকা নিয়েছিলেন একজন অ-কানাডীয়। তিনি আমেরিকার ডোনাল্ড ট্রাম্প। ভারত ও কানাডার সম্পর্কে বেশ কিছু দিন ধরেই টানাপড়েন চলছে। কিন্তু কার্নি প্রধানমন্ত্রী হয়েই বার্তা দেন, তিনি ভারতের পাশে রয়েছেন। আজ তাঁর জয় সুনিশ্চিত হওয়ার পরে প্রধানমন্ত্রী মোদী এক্সে লেখেন, ‘আমাদের দু’দেশের গণতান্ত্রিক মূল্যবোধ এক। দু’দেশের মানুষের মধ্যে সুসম্পর্ক এবং দেশে আইন বজায় রাখতে আমরা সচেষ্ট। দু’দেশের মধ্যে সম্পর্ক আরও দৃঢ় ও মজবুত করার জন্য আমরা প্রতিজ্ঞাবদ্ধ।’ কূটনৈতিক মহলও মনে করছে, কার্নির জমানায় দু’দেশের সম্পর্ক আরও ভাল হওয়ার সম্ভাবনাই রয়েছে। কার্নি কিছু দিন আগেই বলেছিলেন, “সমস্যা সমাধানে আমার জুড়ি মেলা ভার।” তলানিতে ঠেকা দু’দেশের সম্পর্ককে ভাঙনের মুখ থেকে সরিয়ে আনতে তাই কার্নির উপরেই ভরসা রাখছে সাউথ ব্লক।	[1149, 300, 1528, 847]
index-change: (↑৭.৪৫)	[159, 2235, 204, 2248]
gold-rate-banner: সোনা ও রুপোর দর	[31, 1881, 204, 1915]
